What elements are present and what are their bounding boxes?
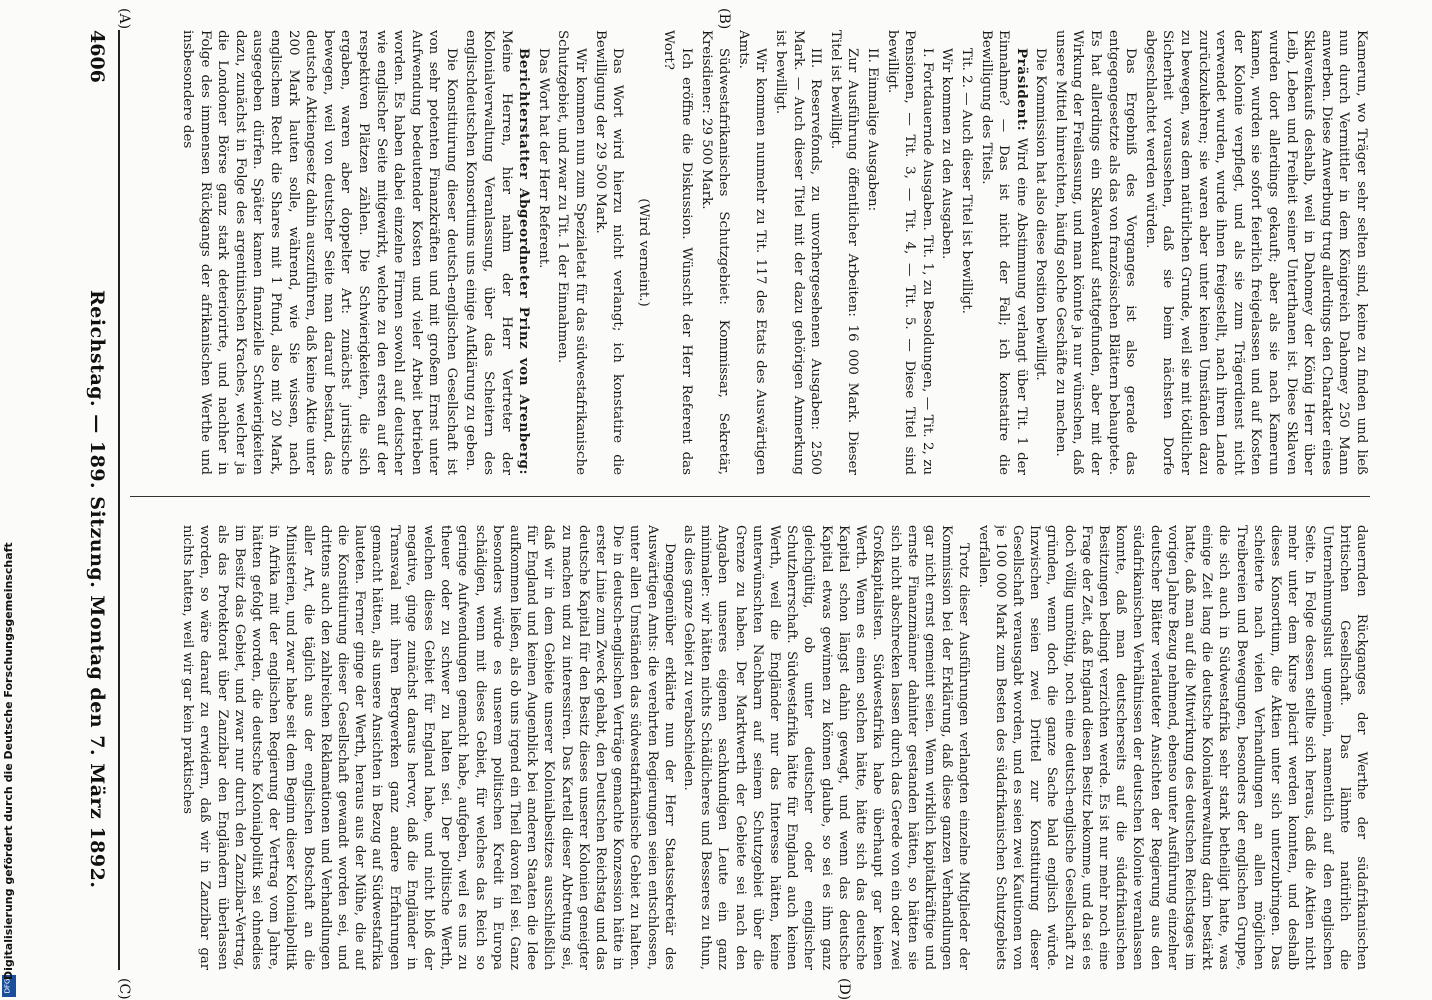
- paragraph-text: (Wird verneint.): [635, 198, 651, 307]
- paragraph: [660, 30, 695, 475]
- dfg-logo-icon: DFG: [2, 975, 16, 997]
- paragraph: [697, 30, 732, 475]
- left-text-column: [130, 30, 1370, 475]
- paragraph-text: Das Wort wird hierzu nicht verlangt; ich konstatire die Bewilligung der 29 500 Mark.: [592, 30, 626, 475]
- paragraph: [591, 30, 626, 475]
- paragraph-text: Ich eröffne die Diskussion. Wünscht der Herr Referent das Wort?: [661, 30, 695, 475]
- paragraph: [977, 30, 1030, 475]
- paragraph: [534, 30, 552, 475]
- paragraph-text: I. Fortdauernde Ausgaben. Tit. 1, zu Besoldungen, — Tit. 2, zu Pensionen, — Tit. 3, — Tit. 4, — Tit. 5. — Diese Titel sind bewilligt.: [884, 30, 935, 475]
- running-title: Reichstag. — 189. Sitzung. Montag den 7. März 1892.: [86, 290, 108, 889]
- paragraph: [178, 30, 460, 475]
- paragraph: [974, 525, 1370, 970]
- paragraph: [1141, 30, 1370, 475]
- paragraph-text: Die Konstituirung dieser deutsch-englischen Gesellschaft ist von sehr potenten Finanzkräften und mit großem Ernst unter Aufwendung bedeutender Kosten und vieler Arbeit betrieben worden. Es haben dabei einzelne Firmen sowohl auf deutscher wie englischer Seite mitgewirkt, welche zu den ersten auf der respektiven Plätzen zählen. Die Schwierigkeiten, die sich ergaben, waren aber doppelter Art: zunächst juristische bewegen, weil von deutscher Seite man darauf bestand, das deutsche Aktiengesetz dahin auszuführen, daß keine Aktie unter 200 Mark lauten solle, während, wie Sie wissen, nach englischem Recht die Shares mit 1 Pfund, also mit 20 Mark, ausgegeben dürfen. Später kamen finanzielle Schwierigkeiten dazu, zunächst in Folge des argentinischen Kraches, welcher ja die Londoner Börse ganz stark deteriorirte, und nachher in Folge des immensen Rückgangs der afrikanischen Werthe und insbesondere des: [180, 30, 459, 475]
- paragraph: [957, 30, 975, 475]
- paragraph-text: Wir kommen nunmehr zu Tit. 117 des Etats des Auswärtigen Amts.: [735, 30, 769, 475]
- header-rule: [118, 30, 120, 970]
- paragraph: [938, 30, 956, 475]
- paragraph-text: dauernden Rückganges der Werthe der südafrikanischen britischen Gesellschaft. Das lähmte natürlich die Unternehmungslust ungemein, namentlich auf den englischen Seite. In Folge dessen stellte sich heraus, daß die Aktien nicht mehr unter dem Kurse placirt werden konnten, und deshalb dieses Konsortium, die Aktien unter sich unterzubringen. Das scheiterte nach vielen Verhandlungen an allen möglichen Treibereien und Bewegungen, besonders der englischen Gruppe, die sich auch in Südwestafrika sehr stark betheiligt hatte, was einige Zeit lang die deutsche Kolonialverwaltung darin bestärkt hatte, daß man auf die Mitwirkung des deutschen Reichstages im vorigen Jahre Bezug nehmend, ebenso unter Ausführung einzelner deutscher Blätter verlauteter Ansichten der Regierung aus den südafrikanischen Verhältnissen der deutschen Kolonie veranlassen konnte, daß man deutscherseits auf die südafrikanischen Besitzungen bedingt verzichten werde. Es ist nur mehr noch eine Frage der Zeit, daß England diesen Besitz bekomme, und da sei es doch völlig unnöthig, noch eine deutsch-englische Gesellschaft zu gründen, wenn doch die ganze Sache bald englisch würde. Inzwischen seien zwei Drittel zur Konstituirung dieser Gesellschaft verausgabt worden, und es seien zwei Kautionen von je 100 000 Mark zum Besten des südafrikanischen Schutzgebiets verfallen.: [975, 525, 1369, 970]
- paragraph: [771, 30, 824, 475]
- paragraph: [1032, 30, 1050, 475]
- paragraph: [734, 30, 769, 475]
- paragraph-text: Kamerun, wo Träger sehr selten sind, keine zu finden und ließ nun durch Vermittler in dem Königreich Dahomey 250 Mann anwerben. Diese Anwerbung trug allerdings den Charakter eines Sklavenkaufs deshalb, weil in Dahomey der König Herr über Leib, Leben und Freiheit seiner Unterthanen ist. Diese Sklaven wurden dort allerdings gekauft; aber als sie nach Kamerun kamen, wurden sie sofort feierlich freigelassen und auf Kosten der Kolonie verpflegt, und als sie zum Trägerdienst nicht verwendet wurden, wurde ihnen freigestellt, nach ihrem Lande zurückzukehren; sie waren aber unter keinen Umständen dazu zu bewegen, was dem natürlichen Grunde, weil sie mit tödtlicher Sicherheit voraussehen, daß sie beim nächsten Dorfe abgeschlachtet werden würden.: [1142, 30, 1369, 475]
- paragraph: [826, 30, 861, 475]
- paragraph: [680, 525, 972, 970]
- margin-mark-b: (B): [716, 8, 732, 30]
- paragraph-text: Wird eine Abstimmung verlangt über Tit. 1 der Einnahme? — Das ist nicht der Fall; ich konstatire die Bewilligung des Titels.: [978, 30, 1029, 475]
- paragraph: [883, 30, 936, 475]
- speaker-name: Berichterstatter Abgeordneter Prinz von Arenberg:: [516, 48, 533, 475]
- paragraph-text: Die Kommission hat also diese Position bewilligt.: [1033, 48, 1049, 381]
- paragraph-text: Meine Herren, hier nahm der Herr Vertreter der Kolonialverwaltung Veranlassung, über das Scheitern des englischdeutschen Konsortiums uns einige Aufklärung zu geben.: [463, 30, 514, 475]
- paragraph-text: Trotz dieser Ausführungen verlangten einzelne Mitglieder der Kommission bei der Erklärung, daß diese ganzen Verhandlungen gar nicht ernst gemeint seien. Wenn wirklich kapitalkräftige und ernste Finanzmänner dahinter gestanden hätten, so hätten sie sich nicht abschrecken lassen durch das Gerede von ein oder zwei Großkapitalisten. Südwestafrika habe überhaupt gar keinen Werth. Wenn es einen solchen hätte, hätte sich das deutsche Kapital schon längst dahin gewagt, und wenn das deutsche Kapital etwas gewinnen zu können glaube, so sei es ihm ganz gleichgültig, ob unter deutscher oder englischer Schutzherrschaft. Südwestafrika hätte für England auch keinen Werth, weil die Engländer nur das Interesse hätten, keine unterwünschten Nachbarn auf seinem Schutzgebiet über die Grenze zu haben. Der Marktwerth der Gebiete sei nach den Angaben unseres eigenen sachkundigen Leute ein ganz minimaler: wir hätten nichts Schädlicheres und Besseres zu thun, als dies ganze Gebiet zu verabschieden.: [681, 525, 972, 970]
- margin-mark-d: (D): [836, 978, 852, 1000]
- paragraph: [863, 30, 881, 475]
- paragraph-text: Tit. 2. — Auch dieser Titel ist bewilligt.: [958, 48, 974, 314]
- paragraph-text: Wir kommen zu den Ausgaben.: [939, 48, 955, 260]
- right-text-column: [130, 525, 1370, 970]
- paragraph: [634, 30, 652, 475]
- paragraph: [179, 525, 678, 970]
- paragraph-text: Südwestafrikanisches Schutzgebiet: Kommissar, Sekretär, Kreisdiener: 29 500 Mark.: [698, 30, 732, 475]
- margin-mark-a: (A): [116, 8, 132, 30]
- paragraph-text: III. Reservefonds, zu unvorhergesehenen Ausgaben: 2500 Mark. — Auch dieser Titel mit der dazu gehörigen Anmerkung ist bewilligt.: [773, 30, 824, 475]
- paragraph-text: Das Ergebniß des Vorganges ist also gerade das entgegengesetzte als das von französischen Blättern behauptete. Es hat allerdings ein Sklavenkauf stattgefunden, aber mit der Wirkung der Freilassung, und man könnte ja nur wünschen, daß unsere Mittel hinreichten, häufig solche Geschäfte zu machen.: [1052, 30, 1139, 475]
- paragraph-text: Wir kommen nun zum Spezialetat für das südwestafrikanische Schutzgebiet, und zwar zu Tit. 1 der Einnahmen.: [555, 30, 589, 475]
- speaker-name: Präsident:: [1013, 48, 1030, 132]
- margin-mark-c: (C): [116, 978, 132, 1000]
- paragraph-text: II. Einmalige Ausgaben:: [864, 48, 880, 212]
- paragraph-text: Das Wort hat der Herr Referent.: [535, 48, 551, 269]
- digitization-footer: [0, 0, 20, 1000]
- page-header: [74, 30, 114, 970]
- paragraph: [1051, 30, 1139, 475]
- page-number: 4606: [86, 30, 108, 83]
- paragraph-text: Zur Ausführung öffentlicher Arbeiten: 16 000 Mark. Dieser Titel ist bewilligt.: [827, 30, 861, 475]
- column-divider: [130, 496, 1370, 497]
- paragraph: [554, 30, 589, 475]
- paragraph-text: Demgegenüber erklärte nun der Herr Staatssekretär des Auswärtigen Amts: die verehrten Regierungen seien entschlossen, unter allen Umständen das südwestafrikanische Gebiet zu halten. Die in deutsch-englischen Verträge gemachte Konzession hätte in erster Linie zum Zweck gehabt, den Deutschen Reichstag und das deutsche Kapital für den Besitz dieses unserer Kolonien geneigter zu machen und zu interessiren. Das Kartell dieser Abtretung sei, daß wir in dem Gebiete unserer Kolonialbesitzes ausschließlich für England und keinen Augenblick bei anderen Staaten die Idee aufkommen ließen, als ob uns irgend ein Theil davon feil sei. Ganz besonders würde es unserem politischen Kredit in Europa schädigen, wenn mit dieses Gebiet, für welches das Reich so geringe Aufwendungen gemacht habe, aufgeben, weil es uns zu theuer oder zu schwer zu halten sei. Der politische Werth, welchen dieses Gebiet für England habe, und nicht bloß der negative, ginge zunächst daraus hervor, daß die Engländer in Transvaal mit ihren Bergwerken ganz andere Erfahrungen gemacht hätten, als unsere Ansichten in Bezug auf Südwestafrika lauteten. Ferner ginge der Werth, heraus aus der Mühe, die auf die Konstituirung dieser Gesellschaft gewandt worden sei, und drittens auch den zahlreichen Reklamationen und Verhandlungen aller Art, die täglich aus der englischen Botschaft an die Ministerien, und zwar habe seit dem Beginn dieser Kolonialpolitik in Afrika mit der englischen Regierung der Vertrag vom Jahre, hätten gefolgt worden, die deutsche Kolonialpolitik sei ohnedies im Besitz das Gebiet, und zwar nur durch den Zanzibar-Vertrag, als das Protektorat über Zanzibar den Engländern überlassen worden, so wäre darauf zu erwidern, daß wir in Zanzibar gar nichts hatten, weil wir gar kein praktisches: [180, 525, 677, 970]
- digitization-credit: Digitalisierung gefördert durch die Deutsche Forschungsgemeinschaft: [2, 542, 15, 980]
- paragraph: [462, 30, 532, 475]
